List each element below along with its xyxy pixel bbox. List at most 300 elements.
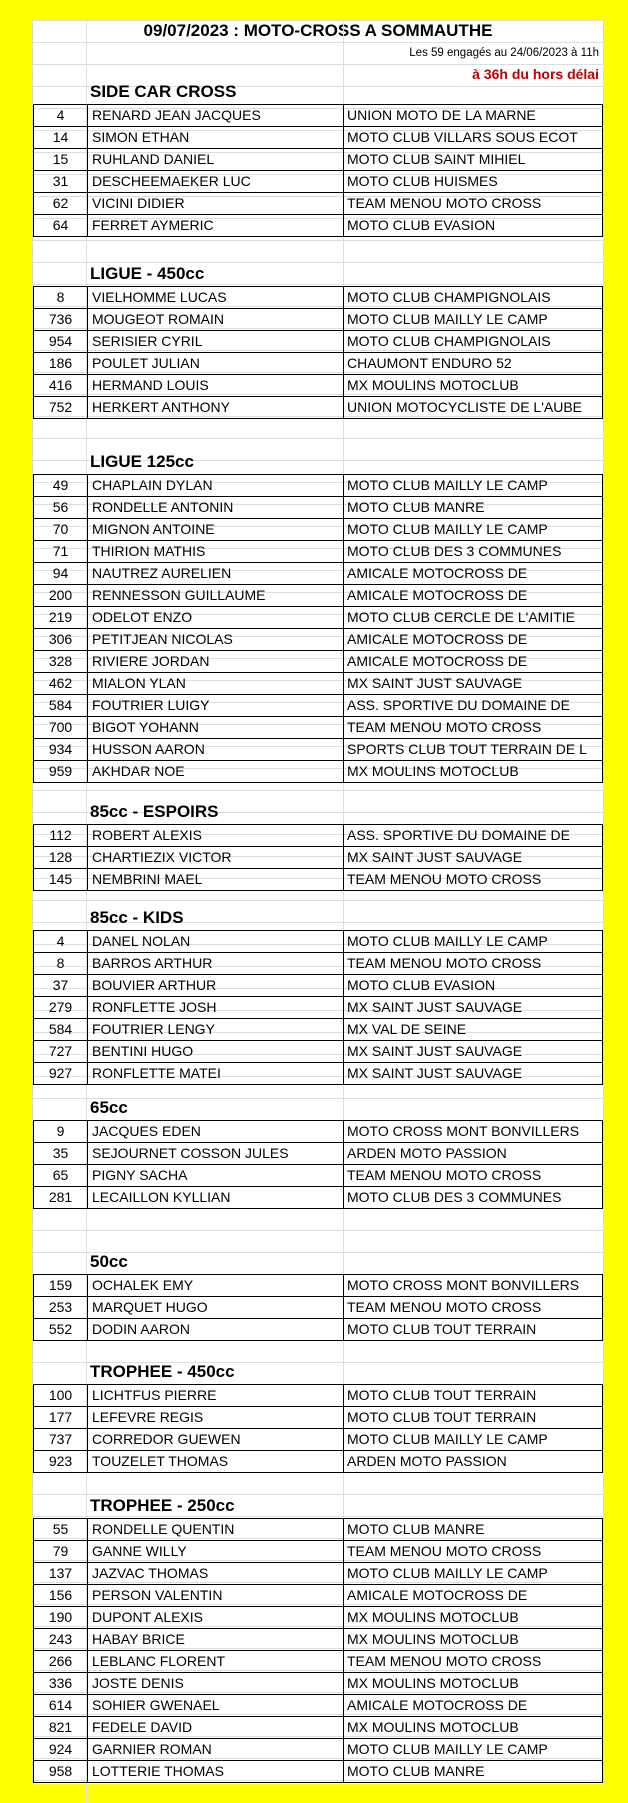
table-row: [33, 330, 603, 353]
table-row: [33, 1628, 603, 1651]
table-row: [33, 1040, 603, 1063]
deadline-notice: à 36h du hors délai: [472, 66, 599, 82]
rider-number: 128: [48, 849, 73, 865]
grid-cell: [86, 417, 344, 439]
table-row: [33, 1650, 603, 1673]
rider-number: 15: [52, 151, 69, 167]
table-row: [33, 286, 603, 309]
grid-cell: [86, 1341, 344, 1363]
rider-number: 55: [52, 1521, 69, 1537]
rider-name: HERKERT ANTHONY: [87, 397, 343, 418]
table-row: [33, 1274, 603, 1297]
club-name: MOTO CLUB TOUT TERRAIN: [343, 1319, 602, 1340]
rider-name: OCHALEK EMY: [87, 1275, 343, 1296]
table-row: [33, 562, 603, 585]
grid-cell: [343, 1253, 604, 1275]
club-name: TEAM MENOU MOTO CROSS: [343, 193, 602, 214]
rider-number: 923: [48, 1453, 73, 1469]
table-row: [33, 824, 603, 847]
grid-cell: [33, 1099, 86, 1121]
club-name: MX SAINT JUST SAUVAGE: [343, 1063, 602, 1084]
table-row: [33, 672, 603, 695]
grid-cell: [86, 241, 344, 263]
grid-row: [33, 1472, 603, 1495]
rider-number: 156: [48, 1587, 73, 1603]
club-name: AMICALE MOTOCROSS DE: [343, 563, 602, 584]
rider-name: BOUVIER ARTHUR: [87, 975, 343, 996]
table-row: [33, 1540, 603, 1563]
rider-number: 306: [48, 631, 73, 647]
rider-number: 200: [48, 587, 73, 603]
section-title: SIDE CAR CROSS: [90, 82, 237, 101]
club-name: MOTO CLUB MAILLY LE CAMP: [343, 1429, 602, 1450]
table-row: [33, 1584, 603, 1607]
rider-number: 416: [48, 377, 73, 393]
rider-name: NEMBRINI MAEL: [87, 869, 343, 890]
grid-cell: [343, 439, 604, 461]
club-name: TEAM MENOU MOTO CROSS: [343, 1297, 602, 1318]
club-name: AMICALE MOTOCROSS DE: [343, 585, 602, 606]
rider-number: 4: [56, 933, 65, 949]
rider-number: 584: [48, 1021, 73, 1037]
table-row: [33, 738, 603, 761]
table-row: [33, 1062, 603, 1085]
grid-cell: [86, 1209, 344, 1231]
club-name: MOTO CLUB MANRE: [343, 1761, 602, 1782]
club-name: ASS. SPORTIVE DU DOMAINE DE: [343, 695, 602, 716]
rider-number: 243: [48, 1631, 73, 1647]
club-name: MOTO CLUB MAILLY LE CAMP: [343, 519, 602, 540]
rider-name: DODIN AARON: [87, 1319, 343, 1340]
table-row: [33, 148, 603, 171]
rider-name: VIELHOMME LUCAS: [87, 287, 343, 308]
club-name: MOTO CLUB MAILLY LE CAMP: [343, 475, 602, 496]
rider-number: 186: [48, 355, 73, 371]
table-row: [33, 930, 603, 953]
rider-number: 752: [48, 399, 73, 415]
table-row: [33, 104, 603, 127]
club-name: AMICALE MOTOCROSS DE: [343, 1585, 602, 1606]
rider-number: 219: [48, 609, 73, 625]
section-title: LIGUE 125cc: [90, 452, 194, 471]
grid-cell: [343, 241, 604, 263]
rider-name: CHAPLAIN DYLAN: [87, 475, 343, 496]
section-title: LIGUE - 450cc: [90, 264, 205, 283]
club-name: TEAM MENOU MOTO CROSS: [343, 1165, 602, 1186]
rider-name: SOHIER GWENAEL: [87, 1695, 343, 1716]
grid-cell: [343, 417, 604, 439]
club-name: AMICALE MOTOCROSS DE: [343, 629, 602, 650]
club-name: UNION MOTOCYCLISTE DE L'AUBE: [343, 397, 602, 418]
rider-number: 145: [48, 871, 73, 887]
table-row: [33, 1384, 603, 1407]
rider-number: 958: [48, 1763, 73, 1779]
table-row: [33, 952, 603, 975]
table-row: [33, 1738, 603, 1761]
club-name: MX MOULINS MOTOCLUB: [343, 761, 602, 782]
club-name: MX MOULINS MOTOCLUB: [343, 1607, 602, 1628]
table-row: [33, 716, 603, 739]
rider-number: 79: [52, 1543, 69, 1559]
club-name: MX SAINT JUST SAUVAGE: [343, 1041, 602, 1062]
rider-number: 49: [52, 477, 69, 493]
club-name: UNION MOTO DE LA MARNE: [343, 105, 602, 126]
table-row: [33, 1606, 603, 1629]
table-row: [33, 1518, 603, 1541]
rider-number: 112: [49, 827, 72, 843]
club-name: ASS. SPORTIVE DU DOMAINE DE: [343, 825, 602, 846]
rider-number: 934: [48, 741, 73, 757]
table-row: [33, 1186, 603, 1209]
rider-number: 177: [48, 1409, 73, 1425]
table-row: [33, 1716, 603, 1739]
grid-cell: [343, 65, 604, 87]
rider-number: 462: [48, 675, 73, 691]
section-title: 85cc - ESPOIRS: [90, 802, 219, 821]
rider-number: 336: [48, 1675, 73, 1691]
club-name: MX MOULINS MOTOCLUB: [343, 1673, 602, 1694]
table-row: [33, 1694, 603, 1717]
rider-name: JOSTE DENIS: [87, 1673, 343, 1694]
rider-number: 71: [52, 543, 69, 559]
table-row: [33, 126, 603, 149]
grid-cell: [86, 1781, 344, 1803]
grid-cell: [343, 1209, 604, 1231]
rider-name: MIALON YLAN: [87, 673, 343, 694]
table-row: [33, 1450, 603, 1473]
grid-cell: [343, 901, 604, 923]
rider-name: BENTINI HUGO: [87, 1041, 343, 1062]
rider-name: DANEL NOLAN: [87, 931, 343, 952]
grid-row: [33, 20, 603, 43]
club-name: MOTO CLUB EVASION: [343, 975, 602, 996]
grid-cell: [343, 1363, 604, 1385]
grid-cell: [343, 791, 604, 813]
table-row: [33, 1164, 603, 1187]
grid-cell: [33, 65, 86, 87]
rider-number: 31: [52, 173, 69, 189]
spreadsheet: [32, 20, 604, 1784]
table-row: [33, 760, 603, 783]
rider-number: 159: [48, 1277, 73, 1293]
rider-name: VICINI DIDIER: [87, 193, 343, 214]
rider-name: DUPONT ALEXIS: [87, 1607, 343, 1628]
rider-number: 614: [48, 1697, 73, 1713]
club-name: MOTO CLUB DES 3 COMMUNES: [343, 541, 602, 562]
grid-cell: [33, 1363, 86, 1385]
rider-name: CORREDOR GUEWEN: [87, 1429, 343, 1450]
table-row: [33, 496, 603, 519]
grid-cell: [33, 1231, 86, 1253]
club-name: MOTO CLUB VILLARS SOUS ECOT: [343, 127, 602, 148]
club-name: MOTO CLUB MAILLY LE CAMP: [343, 1563, 602, 1584]
rider-name: RONDELLE ANTONIN: [87, 497, 343, 518]
rider-name: GANNE WILLY: [87, 1541, 343, 1562]
rider-name: GARNIER ROMAN: [87, 1739, 343, 1760]
table-row: [33, 352, 603, 375]
grid-row: [33, 240, 603, 263]
club-name: MOTO CLUB CERCLE DE L'AMITIE: [343, 607, 602, 628]
club-name: TEAM MENOU MOTO CROSS: [343, 869, 602, 890]
grid-row: [33, 1208, 603, 1231]
table-row: [33, 474, 603, 497]
table-row: [33, 996, 603, 1019]
table-row: [33, 650, 603, 673]
club-name: CHAUMONT ENDURO 52: [343, 353, 602, 374]
grid-cell: [33, 241, 86, 263]
rider-number: 266: [48, 1653, 73, 1669]
table-row: [33, 846, 603, 869]
table-row: [33, 192, 603, 215]
grid-cell: [343, 1341, 604, 1363]
rider-number: 253: [48, 1299, 73, 1315]
rider-name: RONFLETTE MATEI: [87, 1063, 343, 1084]
grid-cell: [86, 43, 344, 65]
rider-name: RENNESSON GUILLAUME: [87, 585, 343, 606]
grid-cell: [33, 21, 86, 43]
grid-cell: [343, 1473, 604, 1495]
table-row: [33, 606, 603, 629]
club-name: MOTO CLUB MANRE: [343, 497, 602, 518]
club-name: MOTO CLUB MAILLY LE CAMP: [343, 309, 602, 330]
rider-number: 190: [48, 1609, 73, 1625]
grid-cell: [33, 1781, 86, 1803]
grid-cell: [86, 1473, 344, 1495]
rider-name: LEFEVRE REGIS: [87, 1407, 343, 1428]
rider-number: 279: [48, 999, 73, 1015]
rider-name: DESCHEEMAEKER LUC: [87, 171, 343, 192]
table-row: [33, 1296, 603, 1319]
grid-cell: [33, 263, 86, 285]
grid-cell: [33, 439, 86, 461]
rider-name: BARROS ARTHUR: [87, 953, 343, 974]
rider-name: LEBLANC FLORENT: [87, 1651, 343, 1672]
rider-number: 94: [52, 565, 69, 581]
rider-name: LECAILLON KYLLIAN: [87, 1187, 343, 1208]
grid-cell: [343, 21, 604, 43]
rider-number: 64: [52, 217, 69, 233]
rider-number: 8: [56, 955, 65, 971]
page-title: 09/07/2023 : MOTO-CROSS A SOMMAUTHE: [143, 21, 493, 40]
rider-number: 736: [48, 311, 73, 327]
rider-name: SEJOURNET COSSON JULES: [87, 1143, 343, 1164]
rider-name: MARQUET HUGO: [87, 1297, 343, 1318]
grid-cell: [343, 1495, 604, 1517]
rider-number: 8: [56, 289, 65, 305]
rider-name: RIVIERE JORDAN: [87, 651, 343, 672]
club-name: MOTO CROSS MONT BONVILLERS: [343, 1121, 602, 1142]
grid-cell: [343, 1231, 604, 1253]
grid-cell: [33, 1209, 86, 1231]
club-name: MX MOULINS MOTOCLUB: [343, 1629, 602, 1650]
club-name: MX MOULINS MOTOCLUB: [343, 375, 602, 396]
club-name: TEAM MENOU MOTO CROSS: [343, 1541, 602, 1562]
grid-cell: [33, 1341, 86, 1363]
rider-number: 727: [48, 1043, 73, 1059]
club-name: TEAM MENOU MOTO CROSS: [343, 717, 602, 738]
table-row: [33, 628, 603, 651]
rider-number: 328: [48, 653, 73, 669]
grid-cell: [33, 417, 86, 439]
rider-name: FERRET AYMERIC: [87, 215, 343, 236]
rider-number: 959: [48, 763, 73, 779]
table-row: [33, 1406, 603, 1429]
club-name: MOTO CLUB EVASION: [343, 215, 602, 236]
rider-name: SERISIER CYRIL: [87, 331, 343, 352]
club-name: MX SAINT JUST SAUVAGE: [343, 847, 602, 868]
rider-name: RUHLAND DANIEL: [87, 149, 343, 170]
rider-number: 62: [52, 195, 69, 211]
rider-name: HERMAND LOUIS: [87, 375, 343, 396]
grid-cell: [343, 43, 604, 65]
grid-cell: [33, 791, 86, 813]
rider-name: LICHTFUS PIERRE: [87, 1385, 343, 1406]
table-row: [33, 540, 603, 563]
table-row: [33, 1428, 603, 1451]
club-name: MOTO CLUB MAILLY LE CAMP: [343, 1739, 602, 1760]
rider-number: 281: [48, 1189, 73, 1205]
rider-name: HABAY BRICE: [87, 1629, 343, 1650]
section-title: 85cc - KIDS: [90, 908, 184, 927]
rider-number: 700: [48, 719, 73, 735]
rider-name: PETITJEAN NICOLAS: [87, 629, 343, 650]
table-row: [33, 1318, 603, 1341]
grid-cell: [33, 1473, 86, 1495]
rider-name: PIGNY SACHA: [87, 1165, 343, 1186]
table-row: [33, 1760, 603, 1783]
rider-name: PERSON VALENTIN: [87, 1585, 343, 1606]
rider-name: SIMON ETHAN: [87, 127, 343, 148]
club-name: MOTO CLUB DES 3 COMMUNES: [343, 1187, 602, 1208]
entries-subtitle: Les 59 engagés au 24/06/2023 à 11h: [409, 47, 599, 59]
rider-number: 100: [48, 1387, 73, 1403]
club-name: TEAM MENOU MOTO CROSS: [343, 1651, 602, 1672]
club-name: ARDEN MOTO PASSION: [343, 1451, 602, 1472]
rider-number: 9: [56, 1123, 65, 1139]
rider-number: 552: [48, 1321, 73, 1337]
rider-name: ROBERT ALEXIS: [87, 825, 343, 846]
table-row: [33, 868, 603, 891]
rider-number: 14: [52, 129, 69, 145]
club-name: MX VAL DE SEINE: [343, 1019, 602, 1040]
club-name: SPORTS CLUB TOUT TERRAIN DE L: [343, 739, 602, 760]
table-row: [33, 1142, 603, 1165]
section-title: 50cc: [90, 1252, 128, 1271]
club-name: MX SAINT JUST SAUVAGE: [343, 997, 602, 1018]
table-row: [33, 1120, 603, 1143]
table-row: [33, 170, 603, 193]
club-name: MOTO CLUB MANRE: [343, 1519, 602, 1540]
rider-number: 954: [48, 333, 73, 349]
rider-number: 37: [52, 977, 69, 993]
rider-name: POULET JULIAN: [87, 353, 343, 374]
rider-name: FOUTRIER LUIGY: [87, 695, 343, 716]
grid-cell: [86, 1231, 344, 1253]
rider-number: 927: [48, 1065, 73, 1081]
rider-name: MIGNON ANTOINE: [87, 519, 343, 540]
table-row: [33, 396, 603, 419]
rider-name: TOUZELET THOMAS: [87, 1451, 343, 1472]
rider-name: FOUTRIER LENGY: [87, 1019, 343, 1040]
club-name: MOTO CROSS MONT BONVILLERS: [343, 1275, 602, 1296]
table-row: [33, 694, 603, 717]
table-row: [33, 974, 603, 997]
grid-cell: [33, 1495, 86, 1517]
table-row: [33, 1672, 603, 1695]
table-row: [33, 1562, 603, 1585]
club-name: MOTO CLUB TOUT TERRAIN: [343, 1385, 602, 1406]
rider-name: HUSSON AARON: [87, 739, 343, 760]
rider-number: 56: [52, 499, 69, 515]
rider-name: RENARD JEAN JACQUES: [87, 105, 343, 126]
section-title: 65cc: [90, 1098, 128, 1117]
rider-name: LOTTERIE THOMAS: [87, 1761, 343, 1782]
grid-row: [33, 416, 603, 439]
grid-cell: [86, 21, 344, 43]
section-title: TROPHEE - 250cc: [90, 1496, 235, 1515]
club-name: MOTO CLUB MAILLY LE CAMP: [343, 931, 602, 952]
club-name: TEAM MENOU MOTO CROSS: [343, 953, 602, 974]
grid-cell: [33, 43, 86, 65]
table-row: [33, 518, 603, 541]
rider-name: FEDELE DAVID: [87, 1717, 343, 1738]
rider-number: 4: [56, 107, 65, 123]
rider-number: 737: [48, 1431, 73, 1447]
club-name: MX SAINT JUST SAUVAGE: [343, 673, 602, 694]
rider-name: ODELOT ENZO: [87, 607, 343, 628]
rider-name: BIGOT YOHANN: [87, 717, 343, 738]
club-name: MOTO CLUB TOUT TERRAIN: [343, 1407, 602, 1428]
rider-number: 65: [52, 1167, 69, 1183]
rider-number: 924: [48, 1741, 73, 1757]
club-name: MOTO CLUB SAINT MIHIEL: [343, 149, 602, 170]
table-row: [33, 214, 603, 237]
rider-number: 35: [52, 1145, 69, 1161]
club-name: MOTO CLUB CHAMPIGNOLAIS: [343, 287, 602, 308]
club-name: MOTO CLUB CHAMPIGNOLAIS: [343, 331, 602, 352]
rider-name: JAZVAC THOMAS: [87, 1563, 343, 1584]
grid-cell: [343, 263, 604, 285]
club-name: MX MOULINS MOTOCLUB: [343, 1717, 602, 1738]
rider-number: 70: [52, 521, 69, 537]
table-row: [33, 308, 603, 331]
club-name: ARDEN MOTO PASSION: [343, 1143, 602, 1164]
section-title: TROPHEE - 450cc: [90, 1362, 235, 1381]
table-row: [33, 584, 603, 607]
grid-cell: [33, 901, 86, 923]
rider-name: JACQUES EDEN: [87, 1121, 343, 1142]
grid-row: [33, 42, 603, 65]
rider-name: RONFLETTE JOSH: [87, 997, 343, 1018]
rider-name: AKHDAR NOE: [87, 761, 343, 782]
rider-name: MOUGEOT ROMAIN: [87, 309, 343, 330]
grid-row: [33, 1340, 603, 1363]
club-name: MOTO CLUB HUISMES: [343, 171, 602, 192]
grid-cell: [343, 1099, 604, 1121]
rider-number: 584: [48, 697, 73, 713]
rider-number: 137: [48, 1565, 73, 1581]
rider-name: RONDELLE QUENTIN: [87, 1519, 343, 1540]
table-row: [33, 374, 603, 397]
grid-cell: [343, 1781, 604, 1803]
rider-name: THIRION MATHIS: [87, 541, 343, 562]
rider-name: CHARTIEZIX VICTOR: [87, 847, 343, 868]
grid-row: [33, 1230, 603, 1253]
grid-cell: [33, 1253, 86, 1275]
table-row: [33, 1018, 603, 1041]
rider-name: NAUTREZ AURELIEN: [87, 563, 343, 584]
club-name: AMICALE MOTOCROSS DE: [343, 651, 602, 672]
